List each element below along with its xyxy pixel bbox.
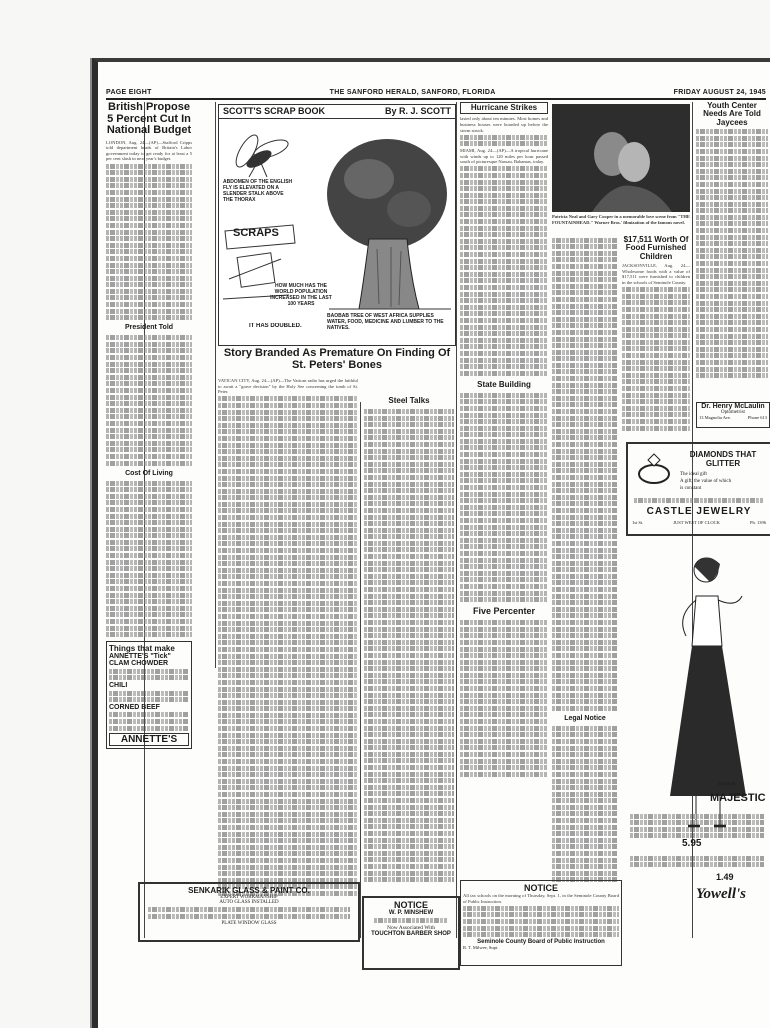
optometrist-phone: Phone 613 [747,415,767,420]
school-notice-body: All tax schools on the morning of Thursday, Sept. 1, in the Seminole County Board of Public Instruction. [463,893,619,904]
article-filler-2 [106,335,192,465]
dress-model-illustration [626,536,768,836]
headline-legal-notice: Legal Notice [564,714,606,722]
annettes-item-2: CLAM CHOWDER [109,660,169,668]
school-board-notice [460,880,622,966]
headline-five-percenter: Five Percenter [472,606,536,617]
issue-date: FRIDAY AUGUST 24, 1945 [673,88,766,96]
scrapbook-title: SCOTT'S SCRAP BOOK [223,106,325,116]
majestic-styled-by: Styled by [718,782,737,787]
annettes-item-1: ANNETTE'S "Tick" [109,653,171,661]
fountainhead-photo-image [552,104,690,212]
senkarik-glass-ad [138,882,360,942]
newspaper-page [92,58,770,1028]
optometrist-name: Dr. Henry McLaulin [701,403,765,410]
diamonds-sub-3: is constant [680,486,702,491]
headline-state-building: State Building [477,379,531,389]
baobab-caption: BAOBAB TREE OF WEST AFRICA SUPPLIES WATER, FOOD, MEDICINE AND LUMBER TO THE NATIVES. [327,313,444,332]
headline-steel-talks: Steel Talks [388,396,430,405]
baobab-tree-illustration [327,139,451,309]
school-notice-signed: Seminole County Board of Public Instruction [477,938,605,945]
subhead-cost-of-living: Cost Of Living [125,469,173,477]
population-answer: IT HAS DOUBLED. [249,323,302,330]
scrapbook-illustration [219,119,453,344]
article-st-peters [218,348,456,374]
castle-jewelry-address: 1st St. [632,520,644,525]
school-notice-by: R. T. Milwee, Supt. [463,944,499,950]
optometrist-address: 13 Magnolia Ave. [699,415,732,420]
castle-jewelry-phone: Ph. 1396 [749,520,766,525]
majestic-brand: MAJESTIC [710,792,766,804]
senkarik-line-2: AUTO GLASS INSTALLED [219,900,279,905]
headline-british-budget: British Propose 5 Percent Cut In National Budget [106,102,192,137]
scrapbook-byline: By R. J. SCOTT [384,106,451,116]
scrapbook-cartoon [218,104,456,346]
column-st-peters [218,378,358,898]
diamonds-sub-1: The ideal gift [680,472,707,477]
article-british-budget: LONDON, Aug. 24—(AP)—Stafford Cripps told department heads of Britain's Labor government today to get ready for at least a 5 per cent slash in next year's budget. [106,139,192,162]
column-steel-talks [364,392,454,898]
annettes-ad-title: Things that make [109,644,175,654]
annettes-shop-name: ANNETTE'S [109,733,189,746]
minshew-line-1: Now Associated With [387,925,435,931]
castle-jewelry-ad [626,442,770,536]
movie-photo [552,104,690,212]
headline-youth-center: Youth Center Needs Are Told Jaycees [703,102,761,127]
headline-furnished-children: $17,511 Worth Of Food Furnished Children [623,236,689,261]
castle-jewelry-name: CASTLE JEWELRY [646,506,752,517]
senkarik-line-3: PLATE WINDOW GLASS [221,921,277,926]
senkarik-name: SENKARIK GLASS & PAINT CO. [188,886,310,895]
article-st-peters-lead: VATICAN CITY, Aug. 24—(AP)—The Vatican radio has urged the faithful to await a "grave decision" by the Holy See concerning the tomb of St. Peter. [218,378,358,395]
scraps-label: SCRAPS [233,227,279,240]
school-notice-title: NOTICE [523,883,558,893]
diamonds-sub-2: A gift, the value of which [680,479,732,484]
article-filler [106,164,192,321]
minshew-notice [362,896,460,970]
article-furnished-lead: JACKSONVILLE, Aug. 24—Wholesome foods with a value of $17,511 were furnished to children in the schools of Seminole County. [622,263,690,285]
annettes-ad [106,641,192,748]
article-filler-3 [106,481,192,638]
article-hurricane-miami: MIAMI, Aug. 24—(AP)—A tropical hurricane with winds up to 120 miles per hour passed south of picturesque Nassau, Bahamas, today. [460,147,548,165]
headline-st-peters: Story Branded As Premature On Finding Of St. Peters' Bones [223,347,451,371]
article-hurricane-lead: lasted only about ten minutes. Most homes and business houses were boarded up before the storm struck. [460,116,548,133]
diamonds-headline: DIAMONDS THAT GLITTER [689,450,757,468]
subhead-president-told: President Told [124,324,174,332]
fly-caption: ABDOMEN OF THE ENGLISH FLY IS ELEVATED ON A SLENDER STALK ABOVE THE THORAX [223,179,293,204]
masthead [106,86,766,100]
senkarik-line-1: EXPERT WORKMANSHIP [220,895,278,900]
majestic-dress-ad [626,536,768,966]
yowells-logo: Yowell's [696,886,747,902]
minshew-name: W. P. MINSHEW [388,910,434,916]
majestic-price-2: 1.49 [716,872,734,882]
page-label: PAGE EIGHT [106,88,152,96]
column-youth-center [696,102,768,398]
annettes-item-3: CHILI [109,681,128,689]
castle-jewelry-location: JUST WEST OF CLOCK [673,520,720,525]
minshew-notice-title: NOTICE [393,900,428,910]
fly-illustration [232,132,290,177]
paper-name: THE SANFORD HERALD, SANFORD, FLORIDA [329,88,496,96]
majestic-price: 5.95 [682,838,702,849]
movie-photo-caption: Patricia Neal and Gary Cooper in a memorable love scene from "THE FOUNTAINHEAD." Warner Bros.' filmization of the famous novel. [552,214,690,225]
minshew-line-2: TOUCHTON BARBER SHOP [371,931,451,937]
diamond-ring-icon [634,452,674,486]
headline-hurricane: Hurricane Strikes [460,102,548,114]
optometrist-card [696,402,770,428]
population-caption: HOW MUCH HAS THE WORLD POPULATION INCREASED IN THE LAST 100 YEARS [270,283,332,308]
annettes-item-4: CORNED BEEF [109,703,160,711]
optometrist-role: Optometrist [721,410,745,415]
